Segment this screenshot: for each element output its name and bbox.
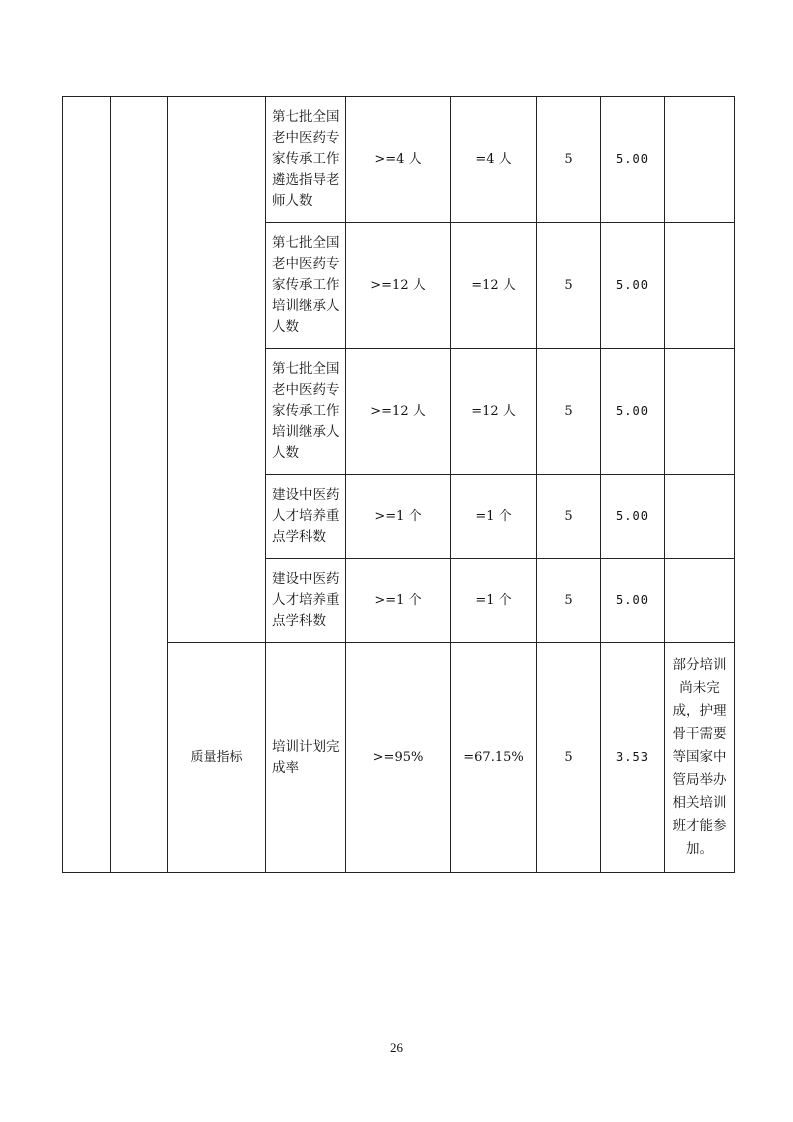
- score-value: 5.00: [601, 223, 665, 349]
- target-value: >=95%: [346, 643, 451, 873]
- weight-value: 5: [537, 349, 601, 475]
- weight-value: 5: [537, 643, 601, 873]
- remark-cell: 部分培训尚未完成，护理骨干需要等国家中管局举办相关培训班才能参加。: [665, 643, 735, 873]
- weight-value: 5: [537, 559, 601, 643]
- weight-value: 5: [537, 223, 601, 349]
- remark-cell: [665, 349, 735, 475]
- indicator-name: 培训计划完成率: [266, 643, 346, 873]
- indicator-name: 第七批全国老中医药专家传承工作培训继承人人数: [266, 223, 346, 349]
- remark-cell: [665, 475, 735, 559]
- remark-cell: [665, 97, 735, 223]
- quality-indicator-category: 质量指标: [168, 643, 266, 873]
- score-value: 5.00: [601, 349, 665, 475]
- score-value: 5.00: [601, 475, 665, 559]
- target-value: >=12 人: [346, 223, 451, 349]
- actual-value: =4 人: [451, 97, 537, 223]
- table-row: [63, 97, 735, 223]
- actual-value: =67.15%: [451, 643, 537, 873]
- actual-value: =12 人: [451, 349, 537, 475]
- quantity-indicator-cell: [168, 97, 266, 643]
- score-value: 5.00: [601, 97, 665, 223]
- score-value: 5.00: [601, 559, 665, 643]
- indicator-name: 第七批全国老中医药专家传承工作遴选指导老师人数: [266, 97, 346, 223]
- target-value: >=1 个: [346, 475, 451, 559]
- indicator-name: 第七批全国老中医药专家传承工作培训继承人人数: [266, 349, 346, 475]
- target-value: >=4 人: [346, 97, 451, 223]
- level2-indicator-cell: [111, 97, 168, 873]
- remark-cell: [665, 223, 735, 349]
- weight-value: 5: [537, 475, 601, 559]
- weight-value: 5: [537, 97, 601, 223]
- performance-indicator-table: [62, 96, 735, 873]
- score-value: 3.53: [601, 643, 665, 873]
- remark-cell: [665, 559, 735, 643]
- target-value: >=1 个: [346, 559, 451, 643]
- target-value: >=12 人: [346, 349, 451, 475]
- actual-value: =12 人: [451, 223, 537, 349]
- page-number: 26: [390, 1040, 403, 1055]
- level1-indicator-cell: [63, 97, 111, 873]
- indicator-name: 建设中医药人才培养重点学科数: [266, 559, 346, 643]
- actual-value: =1 个: [451, 559, 537, 643]
- actual-value: =1 个: [451, 475, 537, 559]
- indicator-name: 建设中医药人才培养重点学科数: [266, 475, 346, 559]
